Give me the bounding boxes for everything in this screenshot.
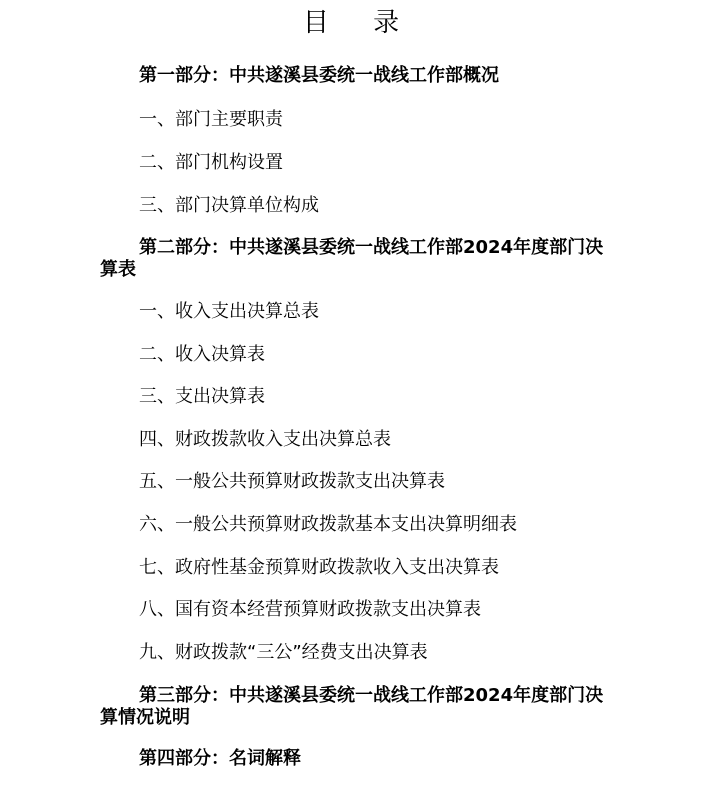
page-title: 目 录 [302,8,418,38]
section-heading-part-1: 第一部分：中共遂溪县委统一战线工作部概况 [139,65,499,86]
toc-item: 三、部门决算单位构成 [139,195,319,216]
section-heading-part-4: 第四部分：名词解释 [139,748,301,769]
section-heading-part-3: 第三部分：中共遂溪县委统一战线工作部2024年度部门决算情况说明 [100,685,604,728]
toc-item: 二、部门机构设置 [139,152,283,173]
toc-item: 九、财政拨款“三公”经费支出决算表 [139,642,428,663]
toc-item: 一、收入支出决算总表 [139,301,319,322]
toc-item: 八、国有资本经营预算财政拨款支出决算表 [139,599,481,620]
toc-item: 四、财政拨款收入支出决算总表 [139,429,391,450]
toc-item: 六、一般公共预算财政拨款基本支出决算明细表 [139,514,517,535]
toc-item: 二、收入决算表 [139,344,265,365]
toc-item: 一、部门主要职责 [139,109,283,130]
toc-item: 七、政府性基金预算财政拨款收入支出决算表 [139,557,499,578]
toc-item: 三、支出决算表 [139,386,265,407]
toc-item: 五、一般公共预算财政拨款支出决算表 [139,471,445,492]
section-heading-part-2: 第二部分：中共遂溪县委统一战线工作部2024年度部门决算表 [100,237,604,280]
